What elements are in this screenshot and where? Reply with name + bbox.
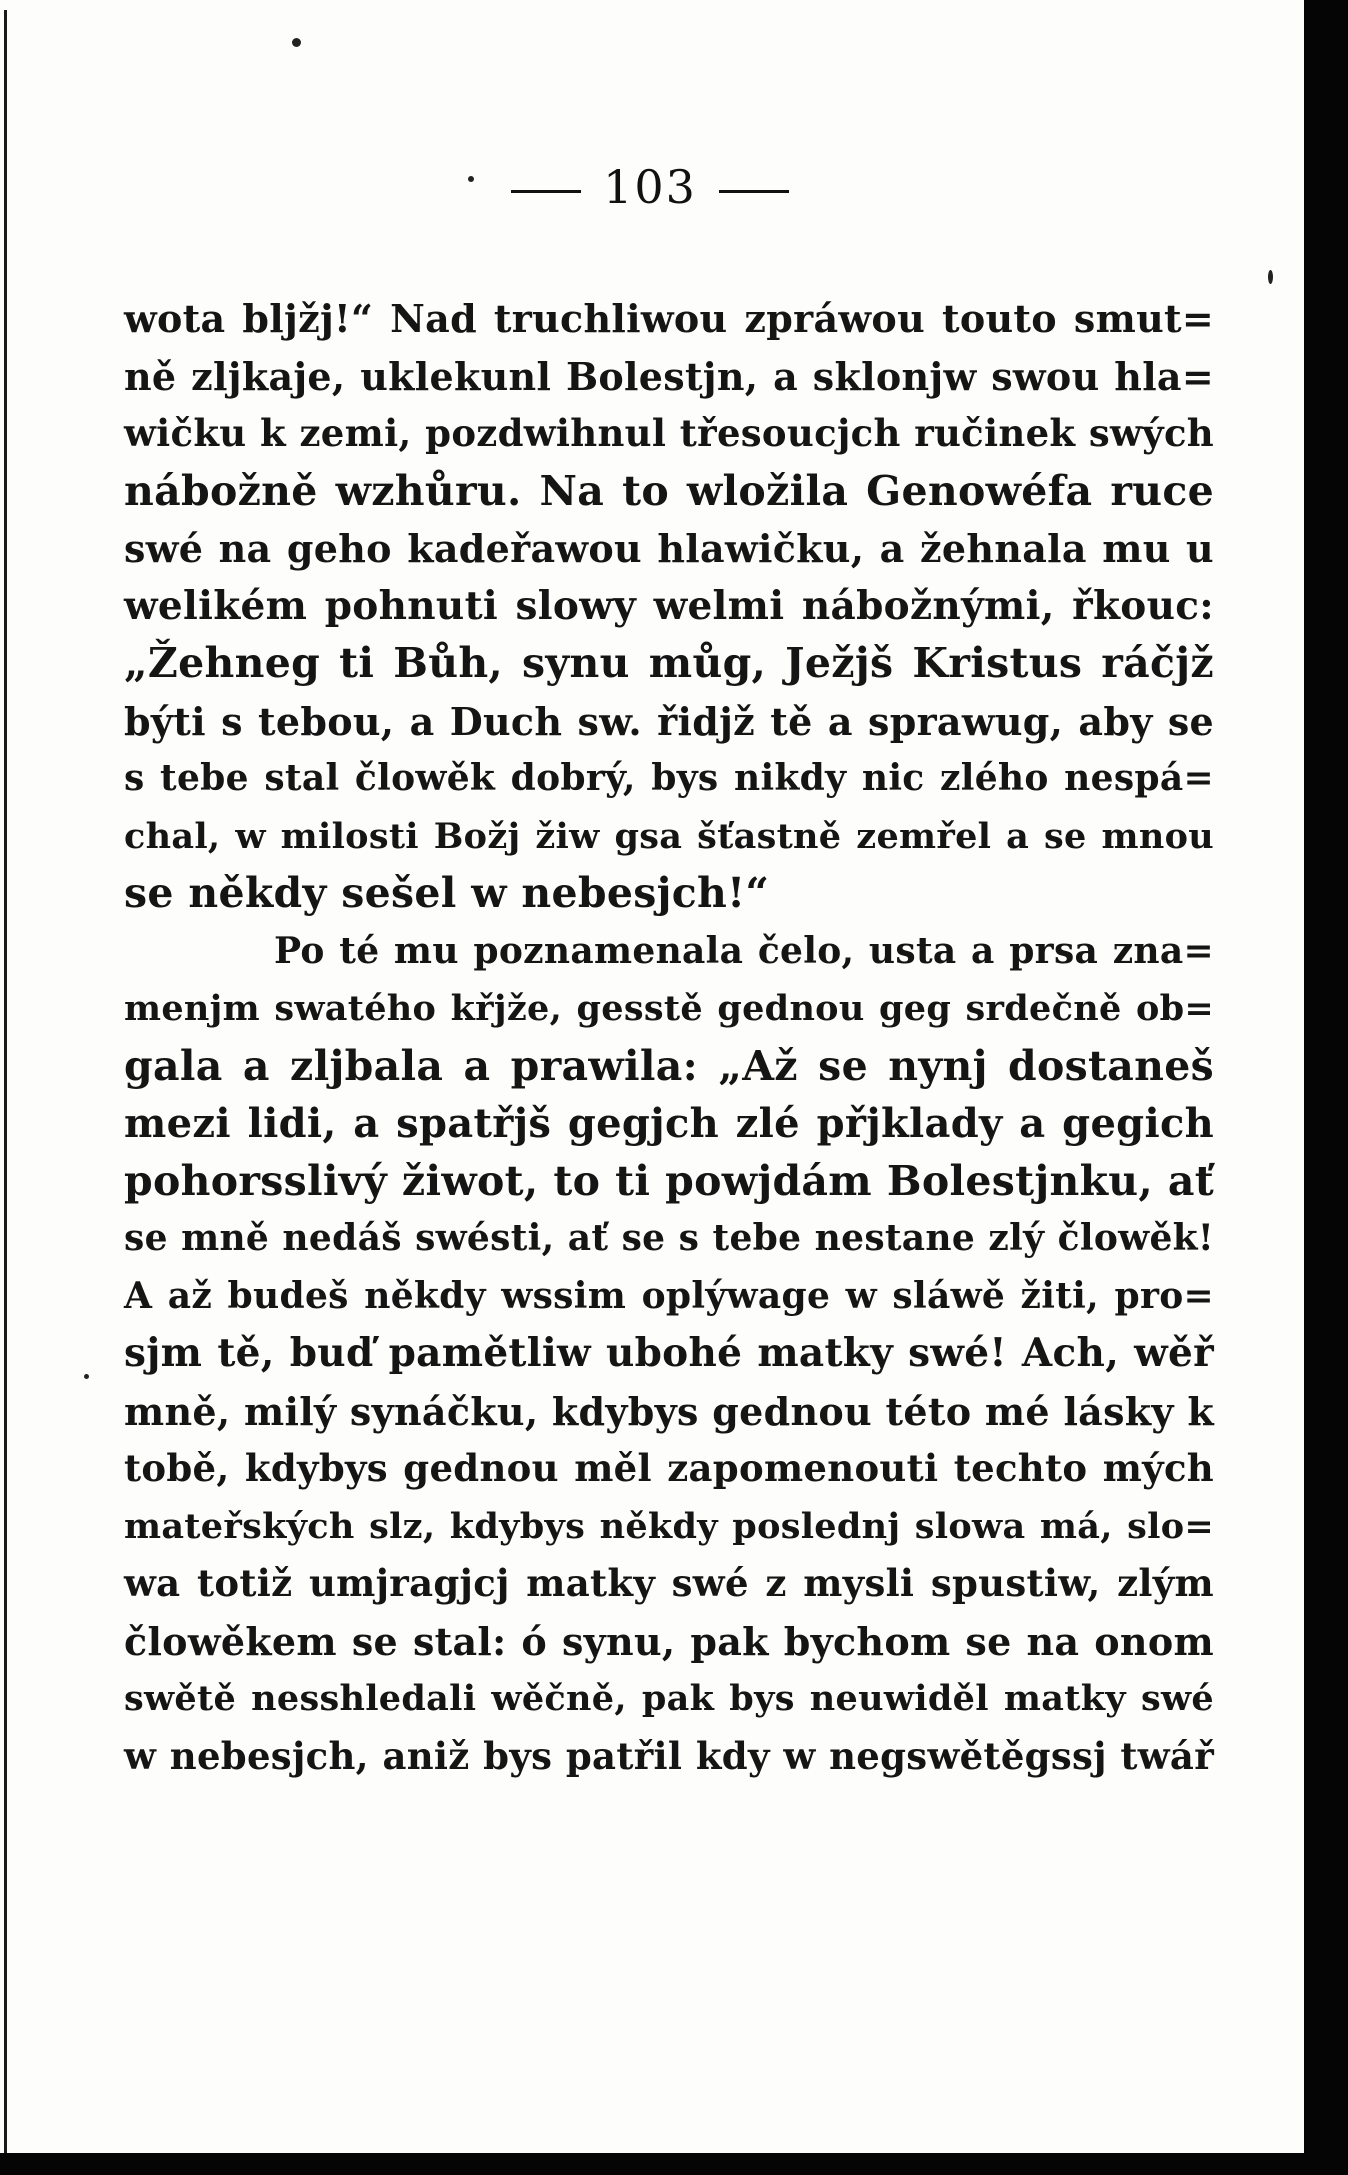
scan-speck (84, 1374, 89, 1379)
text-line: mezi lidi, a spatřjš gegjch zlé přjklady a gegich (124, 1100, 1214, 1147)
text-line: se mně nedáš swésti, ať se s tebe nestane zlý člowěk! (124, 1217, 1214, 1259)
page-number: 103 (603, 160, 697, 214)
text-line: s tebe stal člowěk dobrý, bys nikdy nic zlého nespá= (124, 757, 1214, 799)
text-line: býti s tebou, a Duch sw. řidjž tě a sprawug, aby se (124, 698, 1214, 744)
text-line: mně, milý synáčku, kdybys gednou této mé lásky k (124, 1388, 1214, 1434)
scan-bottom-border (0, 2153, 1348, 2175)
text-line: welikém pohnuti slowy welmi nábožnými, řkouc: (124, 582, 1214, 629)
text-line: mateřských slz, kdybys někdy poslednj slowa má, slo= (124, 1505, 1214, 1547)
text-line: A až budeš někdy wssim oplýwage w sláwě žiti, pro= (124, 1274, 1214, 1317)
header-dash-right (719, 190, 789, 193)
text-line: w nebesjch, aniž bys patřil kdy w negswětěgssj twář (124, 1733, 1214, 1778)
text-line: pohorsslivý žiwot, to ti powjdám Bolestjnku, ať (124, 1156, 1214, 1205)
text-line: wa totiž umjragjcj matky swé z mysli spustiw, zlým (124, 1561, 1214, 1605)
text-line: sjm tě, buď pamětliw ubohé matky swé! Ach, wěř (124, 1330, 1214, 1376)
header-dash-left (511, 190, 581, 193)
text-line: tobě, kdybys gednou měl zapomenouti techto mých (124, 1446, 1214, 1490)
text-line: swětě nesshledali wěčně, pak bys neuwiděl matky swé (124, 1678, 1214, 1719)
text-line: menjm swatého křjže, gesstě gednou geg srdečně ob= (124, 988, 1214, 1029)
text-line: člowěkem se stal: ó synu, pak bychom se na onom (124, 1618, 1214, 1664)
scan-left-edge (4, 10, 7, 2160)
body-text (124, 290, 1214, 1785)
text-line: nábožně wzhůru. Na to wložila Genowéfa ruce (124, 466, 1214, 515)
text-line: wičku k zemi, pozdwihnul třesoucjch ručinek swých (124, 411, 1214, 455)
text-line: wota bljžj!“ Nad truchliwou zpráwou touto smut= (124, 296, 1214, 341)
scan-speck (1268, 270, 1273, 284)
page-header (0, 160, 1300, 214)
text-line: ně zljkaje, uklekunl Bolestjn, a sklonjw swou hla= (124, 353, 1214, 399)
text-line: Po té mu poznamenala čelo, usta a prsa zna= (274, 929, 1214, 972)
text-line: se někdy sešel w nebesjch!“ (124, 869, 770, 917)
text-line: „Žehneg ti Bůh, synu můg, Ježjš Kristus ráčjž (124, 639, 1214, 687)
text-line: swé na geho kadeřawou hlawičku, a žehnala mu u (124, 526, 1214, 571)
text-line: chal, w milosti Božj žiw gsa šťastně zemřel a se mnou (124, 815, 1214, 857)
text-line: gala a zljbala a prawila: „Až se nynj dostaneš (124, 1041, 1214, 1090)
scan-speck (292, 38, 301, 47)
scan-right-border (1304, 0, 1348, 2175)
